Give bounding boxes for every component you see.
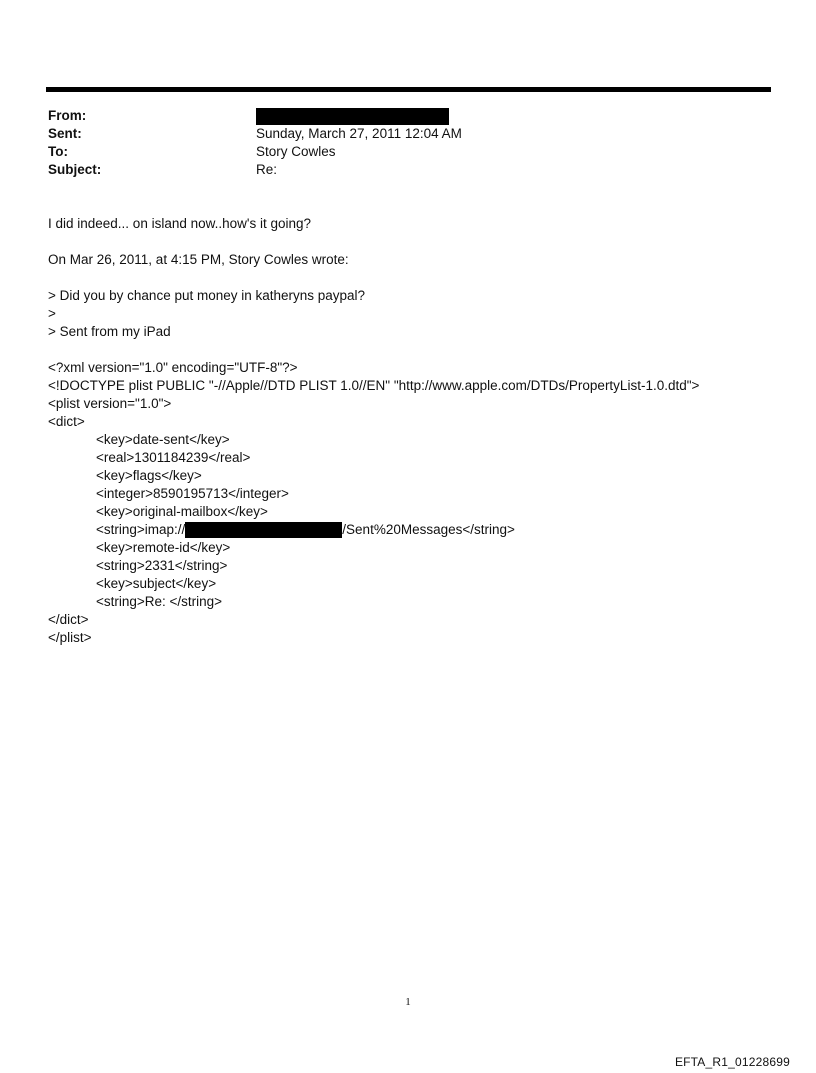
plist-line: <integer>8590195713</integer> [96, 486, 289, 501]
plist-mailbox-suffix: /Sent%20Messages</string> [342, 522, 515, 537]
plist-line: <key>flags</key> [96, 468, 202, 483]
mailbox-redaction [185, 522, 342, 538]
from-label: From: [48, 108, 87, 123]
plist-line: <string>2331</string> [96, 558, 228, 573]
from-redaction [256, 107, 449, 125]
plist-line: <plist version="1.0"> [48, 396, 172, 411]
plist-line: <!DOCTYPE plist PUBLIC "-//Apple//DTD PLIST 1.0//EN" "http://www.apple.com/DTDs/PropertyList-1.0.dtd"> [48, 378, 700, 393]
document-id: EFTA_R1_01228699 [674, 1055, 790, 1069]
quoted-line: > Did you by chance put money in katheryns paypal? [48, 288, 366, 303]
plist-line: <key>date-sent</key> [96, 432, 230, 447]
plist-line: <key>original-mailbox</key> [96, 504, 268, 519]
sent-value: Sunday, March 27, 2011 12:04 AM [256, 126, 462, 141]
plist-line: <real>1301184239</real> [96, 450, 251, 465]
to-label: To: [48, 144, 68, 159]
plist-mailbox-prefix: <string>imap:// [96, 522, 186, 537]
plist-line: <dict> [48, 414, 85, 429]
header-rule [46, 87, 771, 92]
to-value: Story Cowles [256, 144, 336, 159]
subject-value: Re: [256, 162, 278, 177]
plist-line: <?xml version="1.0" encoding="UTF-8"?> [48, 360, 298, 375]
plist-line: <key>remote-id</key> [96, 540, 231, 555]
sent-label: Sent: [48, 126, 82, 141]
quoted-line: > Sent from my iPad [48, 324, 171, 339]
plist-line: <string>Re: </string> [96, 594, 223, 609]
page-number: 1 [405, 996, 411, 1008]
subject-label: Subject: [48, 162, 102, 177]
body-line: I did indeed... on island now..how's it going? [48, 216, 312, 231]
plist-line: </dict> [48, 612, 89, 627]
quoted-line: > [48, 306, 56, 321]
plist-line: </plist> [48, 630, 92, 645]
plist-line: <key>subject</key> [96, 576, 217, 591]
quote-header: On Mar 26, 2011, at 4:15 PM, Story Cowles wrote: [48, 252, 349, 267]
plist-mailbox-line [48, 521, 515, 539]
